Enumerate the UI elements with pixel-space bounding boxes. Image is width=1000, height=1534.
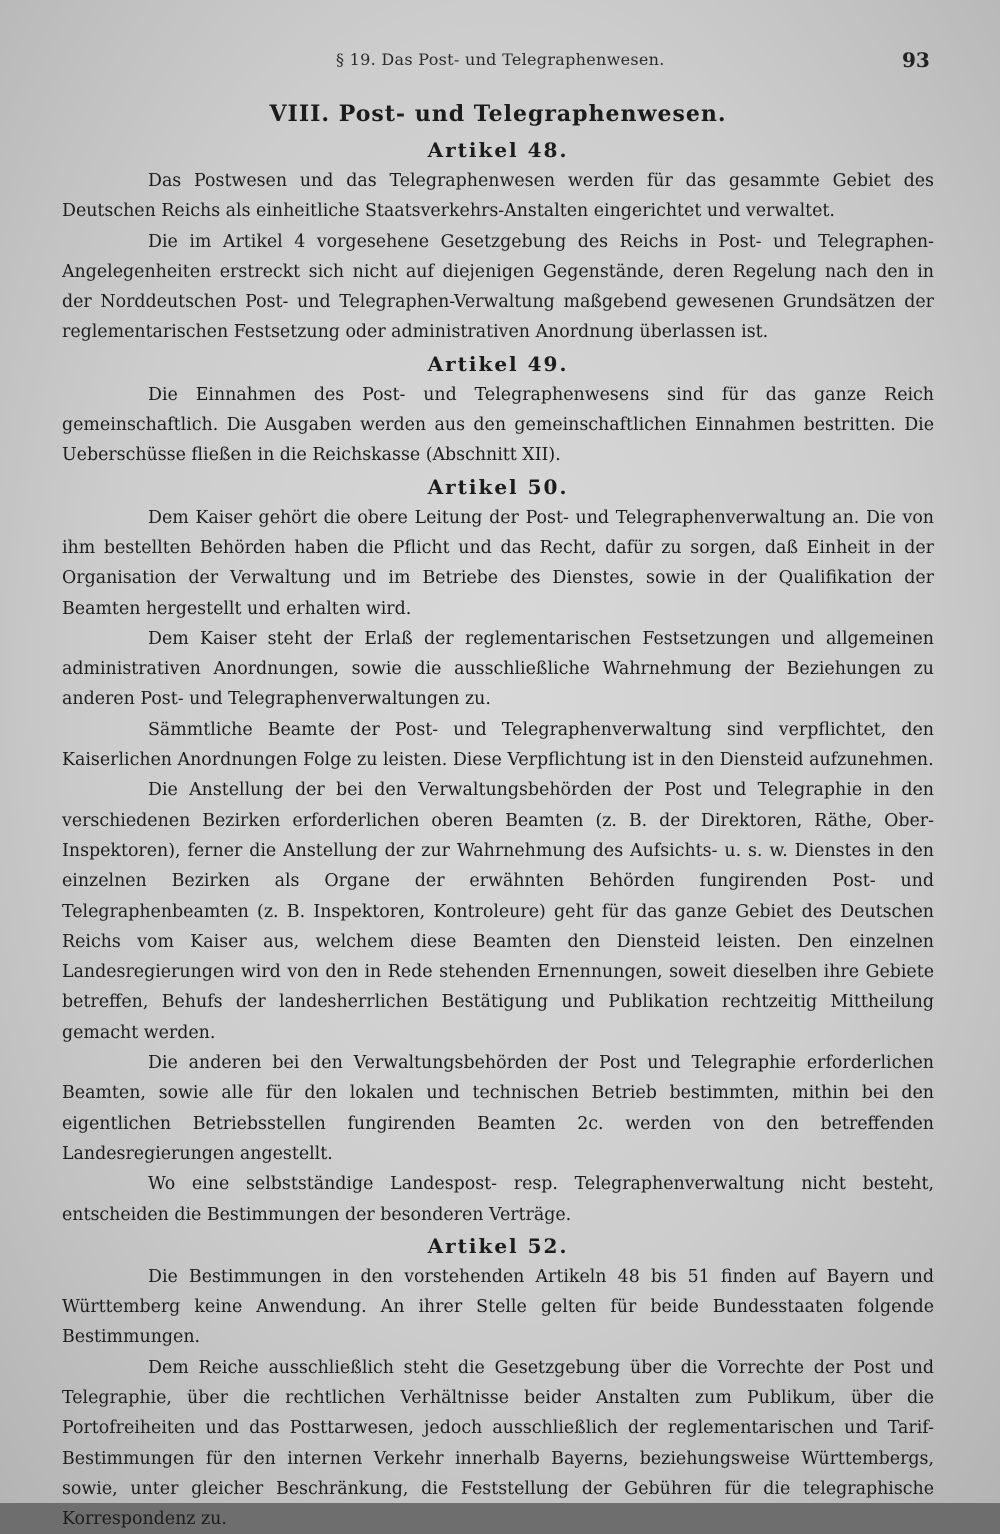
paragraph: Die Anstellung der bei den Verwaltungsbehörden der Post und Telegraphie in den verschiedenen Bezirken erforderlichen oberen Beamten (z. B. der Direktoren, Räthe, Ober-Inspektoren), ferner die Anstellung der zur Wahrnehmung des Aufsichts- u. s. w. Dienstes in den einzelnen Bezirken als Organe der erwähnten Behörden fungirenden Post- und Telegraphenbeamten (z. B. Inspektoren, Kontroleure) geht für das ganze Gebiet des Deutschen Reichs vom Kaiser aus, welchem diese Beamten den Diensteid leisten. Den einzelnen Landesregierungen wird von den in Rede stehenden Ernennungen, soweit dieselben ihre Gebiete betreffen, Behufs der landesherrlichen Bestätigung und Publikation rechtzeitig Mittheilung gemacht werden. (62, 780, 934, 1043)
paragraph: Die im Artikel 4 vorgesehene Gesetzgebung des Reichs in Post- und Telegraphen-Angelegenheiten erstreckt sich nicht auf diejenigen Gegenstände, deren Regelung nach den in der Norddeutschen Post- und Telegraphen-Verwaltung maßgebend gewesenen Grundsätzen der reglementarischen Festsetzung oder administrativen Anordnung überlassen ist. (62, 231, 934, 343)
article-heading: Artikel 50. (427, 474, 569, 499)
paragraph: Dem Kaiser steht der Erlaß der reglementarischen Festsetzungen und allgemeinen administrativen Anordnungen, sowie die ausschließliche Wahrnehmung der Beziehungen zu anderen Post- und Telegraphenverwaltungen zu. (62, 628, 934, 710)
page-number: 93 (902, 48, 930, 72)
paragraph: Wo eine selbstständige Landespost- resp. Telegraphenverwaltung nicht besteht, entscheiden die Bestimmungen der besonderen Verträge. (62, 1174, 934, 1225)
paragraph: Sämmtliche Beamte der Post- und Telegraphenverwaltung sind verpflichtet, den Kaiserlichen Anordnungen Folge zu leisten. Diese Verpflichtung ist in den Diensteid aufzunehmen. (62, 719, 934, 771)
paragraph: Dem Reiche ausschließlich steht die Gesetzgebung über die Vorrechte der Post und Telegraphie, über die rechtlichen Verhältnisse beider Anstalten zum Publikum, über die Portofreiheiten und das Posttarwesen, jedoch ausschließlich der reglementarischen und Tarif-Bestimmungen für den internen Verkehr innerhalb Bayerns, beziehungsweise Württembergs, sowie, unter gleicher Beschränkung, die Feststellung der Gebühren für die telegraphische Korrespondenz zu. (62, 1357, 934, 1530)
paragraph: Das Postwesen und das Telegraphenwesen werden für das gesammte Gebiet des Deutschen Reichs als einheitliche Staatsverkehrs-Anstalten eingerichtet und verwaltet. (62, 171, 934, 222)
section-title: VIII. Post- und Telegraphenwesen. (269, 101, 727, 127)
article-heading: Artikel 52. (427, 1233, 569, 1258)
article-49 (62, 348, 934, 471)
running-head: § 19. Das Post- und Telegraphenwesen. (336, 50, 665, 69)
article-48 (62, 134, 934, 348)
paragraph: Die Einnahmen des Post- und Telegraphenwesens sind für das ganze Reich gemeinschaftlich. Die Ausgaben werden aus den gemeinschaftlichen Einnahmen bestritten. Die Ueberschüsse fließen in die Reichskasse (Abschnitt XII). (62, 384, 934, 466)
paragraph: Dem Kaiser gehört die obere Leitung der Post- und Telegraphenverwaltung an. Die von ihm bestellten Behörden haben die Pflicht und das Recht, dafür zu sorgen, daß Einheit in der Organisation der Verwaltung und im Betriebe des Dienstes, sowie in der Qualifikation der Beamten hergestellt und erhalten wird. (62, 507, 934, 619)
text-block (62, 96, 934, 1534)
paragraph: Die anderen bei den Verwaltungsbehörden der Post und Telegraphie erforderlichen Beamten, sowie alle für den lokalen und technischen Betrieb bestimmten, mithin bei den eigentlichen Betriebsstellen fungirenden Beamten 2c. werden von den betreffenden Landesregierungen angestellt. (62, 1053, 934, 1164)
paragraph: Die Bestimmungen in den vorstehenden Artikeln 48 bis 51 finden auf Bayern und Württemberg keine Anwendung. An ihrer Stelle gelten für beide Bundesstaaten folgende Bestimmungen. (62, 1266, 934, 1348)
article-heading: Artikel 48. (427, 138, 569, 162)
article-52 (62, 1230, 934, 1534)
article-heading: Artikel 49. (427, 351, 569, 376)
article-50 (62, 471, 934, 1230)
